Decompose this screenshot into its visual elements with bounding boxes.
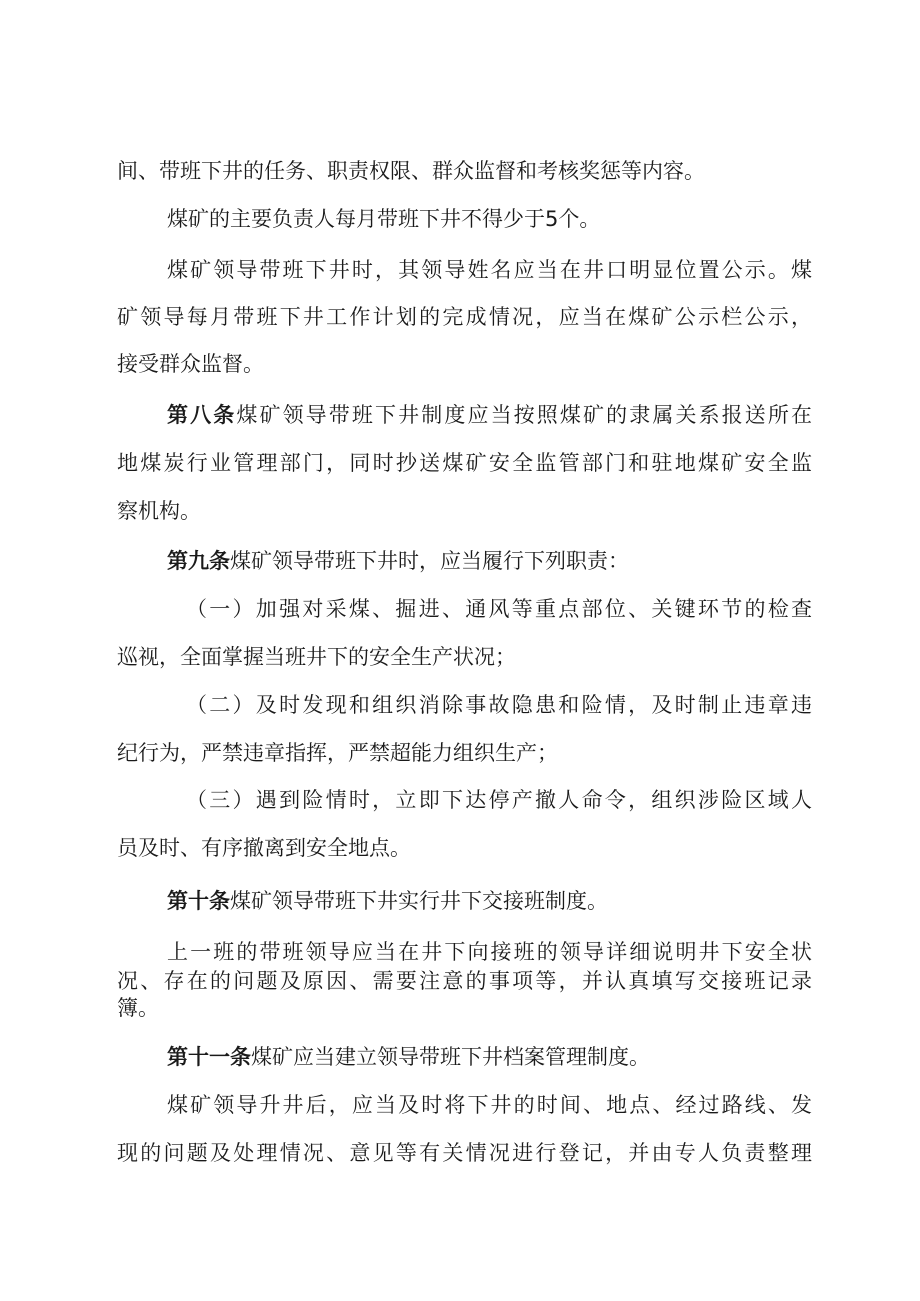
line-text: 簿。 [117, 996, 159, 1020]
line-text: 矿领导每月带班下井工作计划的完成情况，应当在煤矿公示栏公示， [117, 305, 812, 329]
line-text: 煤矿领导带班下井实行井下交接班制度。 [230, 889, 608, 913]
line-text: 上一班的带班领导应当在井下向接班的领导详细说明井下安全状 [167, 940, 812, 964]
article-label: 第八条 [167, 403, 237, 427]
line-text: 现的问题及处理情况、意见等有关情况进行登记，并由专人负责整理 [117, 1141, 812, 1165]
text-line [0, 250, 920, 290]
line-text: 间、带班下井的任务、职责权限、群众监督和考核奖惩等内容。 [117, 159, 705, 183]
line-text: 煤矿应当建立领导带班下井档案管理制度。 [251, 1045, 650, 1069]
text-line [0, 151, 920, 191]
line-text: 接受群众监督。 [117, 352, 264, 376]
article-label: 第十一条 [167, 1045, 251, 1069]
text-line [0, 733, 920, 773]
text-line [0, 443, 920, 483]
text-line [0, 1133, 920, 1173]
text-line [0, 344, 920, 384]
text-line [0, 1085, 920, 1125]
line-text: （一）加强对采煤、掘进、通风等重点部位、关键环节的检查 [186, 597, 812, 621]
line-text: 员及时、有序撤离到安全地点。 [117, 836, 411, 860]
text-line [0, 828, 920, 868]
article-label: 第九条 [167, 549, 230, 573]
text-line [0, 637, 920, 677]
text-line [0, 199, 920, 239]
text-line [0, 685, 920, 725]
line-text: 巡视，全面掌握当班井下的安全生产状况； [117, 645, 516, 669]
line-text: 察机构。 [117, 499, 201, 523]
line-text: 纪行为，严禁违章指挥，严禁超能力组织生产； [117, 741, 558, 765]
article-line [0, 395, 920, 435]
line-text: （二）及时发现和组织消除事故隐患和险情，及时制止违章违 [186, 693, 812, 717]
line-text: 煤矿的主要负责人每月带班下井不得少于5个。 [167, 207, 601, 231]
text-line [0, 988, 920, 1028]
line-text: 煤矿领导带班下井时，应当履行下列职责： [230, 549, 629, 573]
article-label: 第十条 [167, 889, 230, 913]
line-text: （三）遇到险情时，立即下达停产撤人命令，组织涉险区域人 [186, 788, 812, 812]
line-text: 地煤炭行业管理部门，同时抄送煤矿安全监管部门和驻地煤矿安全监 [117, 451, 812, 475]
article-line [0, 541, 920, 581]
article-line [0, 1037, 920, 1077]
text-line [0, 589, 920, 629]
text-line [0, 297, 920, 337]
text-line [0, 491, 920, 531]
line-text: 煤矿领导带班下井时，其领导姓名应当在井口明显位置公示。煤 [167, 258, 812, 282]
line-text: 煤矿领导升井后，应当及时将下井的时间、地点、经过路线、发 [167, 1093, 812, 1117]
text-line [0, 780, 920, 820]
line-text: 煤矿领导带班下井制度应当按照煤矿的隶属关系报送所在 [236, 403, 813, 427]
line-text: 况、存在的问题及原因、需要注意的事项等，并认真填写交接班记录 [117, 969, 812, 993]
article-line [0, 881, 920, 921]
